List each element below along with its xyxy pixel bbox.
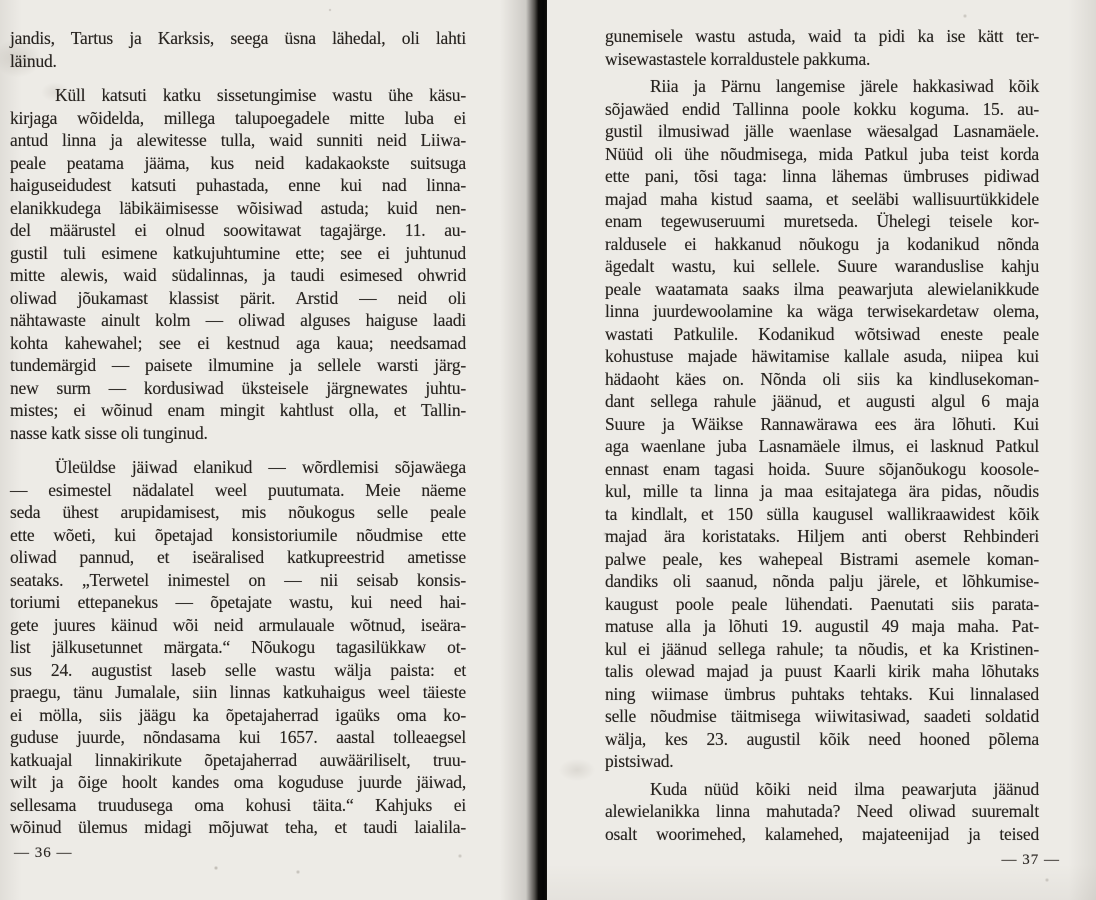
text-line: Riia ja Pärnu langemise järele hakkasiwad kõik bbox=[650, 76, 1039, 96]
text-line: kul, mille ta linna ja maa esitajatega ära pidas, nõudis bbox=[605, 481, 1039, 501]
text-line: toriumi ettepanekus — õpetajate wastu, kui need hai- bbox=[10, 592, 466, 612]
text-line: kul ei jäänud sellega rahule; ta nõudis, et ka Kristinen- bbox=[605, 638, 1039, 659]
text-line: seda ühest arupidamisest, mis nõukogus selle peale bbox=[10, 502, 466, 522]
text-line: kohta kahewahel; see ei kestnud aga kaua; needsamad bbox=[10, 332, 466, 353]
text-line: elanikkudega läbikäimisesse wõisiwad astuda; kuid nen- bbox=[10, 197, 466, 218]
text-line: praegu, tänu Jumalale, siin linnas katkuhaigus weel täieste bbox=[10, 682, 466, 702]
text-line: enam tegewuseruumi muretseda. Ühelegi teisele kor- bbox=[605, 211, 1039, 231]
text-line: ei mölla, siis jäägu ka õpetajaherrad igaüks oma ko- bbox=[10, 704, 466, 725]
text-line: haiguseidudest katsuti puhastada, enne kui nad linna- bbox=[10, 175, 466, 195]
text-line: osalt woorimehed, kalamehed, majateenijad ja teised bbox=[605, 823, 1039, 844]
text-line: Üleüldse jäiwad elanikud — wõrdlemisi sõjawäega bbox=[55, 457, 466, 477]
text-line: aga waenlane juba Lasnamäele ilmus, ei lasknud Patkul bbox=[605, 436, 1039, 456]
text-line: linna juurdewoolamine ka wäga terwisekardetaw olema, bbox=[605, 301, 1039, 321]
text-line: ennast enam tagasi hoida. Suure sõjanõukogu koosole- bbox=[605, 458, 1039, 479]
page-left-text bbox=[10, 27, 466, 839]
text-line: matuse alla ja lõhuti 19. augustil 49 maja maha. Pat- bbox=[605, 616, 1039, 636]
text-line: pistsiwad. bbox=[605, 751, 674, 771]
text-line: list jälkusetunnet märgata.“ Nõukogu tagasilükkaw ot- bbox=[10, 637, 466, 657]
page-number-right: — 37 — bbox=[1001, 852, 1060, 868]
text-line: kohustuse majade häwitamise kallale asuda, niipea kui bbox=[605, 346, 1039, 366]
text-line: ette wõeti, kui õpetajad konsistoriumile nõudmise ette bbox=[10, 524, 466, 545]
text-line: gunemisele wastu astuda, waid ta pidi ka ise kätt ter- bbox=[605, 26, 1039, 46]
text-line: talis olewad majad ja puust Kaarli kirik maha lõhutaks bbox=[605, 661, 1039, 681]
text-line: guduse juurde, nõndasama kui 1657. aastal tolleaegsel bbox=[10, 727, 466, 747]
text-line: wõinud ülemus midagi mõjuwat teha, et taudi laialila- bbox=[10, 817, 466, 837]
text-line: wastati Patkulile. Kodanikud wõtsiwad eneste peale bbox=[605, 323, 1039, 344]
text-line: mitte alewis, waid südalinnas, ja taudi esimesed ohwrid bbox=[10, 265, 466, 285]
text-line: wilt ja õige hoolt kandes oma koguduse juurde jäiwad, bbox=[10, 772, 466, 792]
text-line: wisewastastele korraldustele pakkuma. bbox=[605, 48, 871, 69]
text-line: raldusele ei hakkanud nõukogu ja kodanikud nõnda bbox=[605, 233, 1039, 254]
text-line: palwe peale, kes wahepeal Bistrami asemele koman- bbox=[605, 548, 1039, 569]
text-line: Nüüd oli ühe nõudmisega, mida Patkul juba teist korda bbox=[605, 143, 1039, 164]
text-line: gete juures käinud wõi neid armulauale wõtnud, iseära- bbox=[10, 614, 466, 635]
text-line: läinud. bbox=[10, 50, 57, 71]
text-line: gustil tuli esimene katkujuhtumine ette; see ei juhtunud bbox=[10, 242, 466, 263]
text-line: peale waatamata saaks ilma peawarjuta alewielanikkude bbox=[605, 278, 1039, 299]
text-line: Kuda nüüd kõiki neid ilma peawarjuta jäänud bbox=[650, 778, 1039, 799]
text-line: kirjaga wõidelda, millega talupoegadele mitte luba ei bbox=[10, 107, 466, 128]
page-right-text bbox=[605, 25, 1039, 845]
text-line: antud linna ja alewitesse tulla, waid sunniti neid Liiwa- bbox=[10, 130, 466, 150]
text-line: gustil ilmusiwad jälle waenlase wäesalgad Lasnamäele. bbox=[605, 121, 1039, 141]
text-line: sõjawäed endid Tallinna poole kokku koguma. 15. au- bbox=[605, 98, 1039, 119]
text-line: oliwad pannud, et iseäralised katkupreestrid ametisse bbox=[10, 547, 466, 567]
text-line: kaugust poole peale lühendati. Paenutati siis parata- bbox=[605, 593, 1039, 614]
page-left bbox=[0, 0, 536, 900]
text-line: majad ära koristataks. Hiljem anti oberst Rehbinderi bbox=[605, 526, 1039, 546]
text-line: dandiks oli saanud, nõnda palju järele, et lõhkumise- bbox=[605, 571, 1039, 591]
text-line: Suure ja Wäikse Rannawärawa ees ära lõhuti. Kui bbox=[605, 413, 1039, 434]
text-line: — esimestel nädalatel weel puutumata. Meie näeme bbox=[10, 479, 466, 500]
text-line: tundemärgid — paisete ilmumine ja sellele warsti järg- bbox=[10, 355, 466, 375]
text-line: katkuajal linnakirikute õpetajaherrad auwääriliselt, truu- bbox=[10, 749, 466, 770]
text-line: ning wiimase ümbrus puhtaks tehtaks. Kui linnalased bbox=[605, 683, 1039, 704]
text-line: selle nõudmise täitmisega wiiwitasiwad, saadeti soldatid bbox=[605, 706, 1039, 726]
text-line: mistes; ei wõinud enam mingit kahtlust olla, et Tallin- bbox=[10, 400, 466, 420]
text-line: seataks. „Terwetel inimestel on — nii seisab konsis- bbox=[10, 569, 466, 590]
text-line: dant sellega rahule jäänud, et augusti algul 6 maja bbox=[605, 391, 1039, 411]
text-line: Küll katsuti katku sissetungimise wastu ühe käsu- bbox=[55, 85, 466, 105]
text-line: del määrustel ei olnud soowitawat tagajärge. 11. au- bbox=[10, 220, 466, 240]
text-line: wälja, kes 23. augustil kõik need hooned põlema bbox=[605, 728, 1039, 749]
page-right bbox=[547, 0, 1096, 900]
text-line: jandis, Tartus ja Karksis, seega üsna lähedal, oli lahti bbox=[10, 28, 466, 48]
page-number-left: — 36 — bbox=[14, 845, 73, 861]
text-line: oliwad jõukamast klassist pärit. Arstid — neid oli bbox=[10, 287, 466, 308]
text-line: sellesama truudusega oma kohusi täita.“ Kahjuks ei bbox=[10, 794, 466, 815]
text-line: new surm — kordusiwad üksteisele järgnewates juhtu- bbox=[10, 377, 466, 398]
text-line: majad maha kistud saama, et seeläbi wallisuurtükkidele bbox=[605, 188, 1039, 209]
text-line: sus 24. augustist laseb selle wastu wälja paista: et bbox=[10, 659, 466, 680]
text-line: hädaoht käes on. Nõnda oli siis ka kindlusekoman- bbox=[605, 368, 1039, 389]
text-line: peale peatama jääma, kus neid kadakaokste suitsuga bbox=[10, 152, 466, 173]
text-line: nasse katk sisse oli tunginud. bbox=[10, 422, 208, 443]
text-line: nähtawaste ainult kolm — oliwad alguses haiguse laadi bbox=[10, 310, 466, 330]
text-line: alewielanikka linna mahutada? Need oliwad suuremalt bbox=[605, 801, 1039, 821]
text-line: ta kindlalt, et 150 sülla kaugusel wallikraawidest kõik bbox=[605, 503, 1039, 524]
text-line: ägedalt wastu, kui sellele. Suure waranduslise kahju bbox=[605, 256, 1039, 276]
text-line: ette pani, tõsi taga: linna lähemas ümbruses pidiwad bbox=[605, 166, 1039, 186]
